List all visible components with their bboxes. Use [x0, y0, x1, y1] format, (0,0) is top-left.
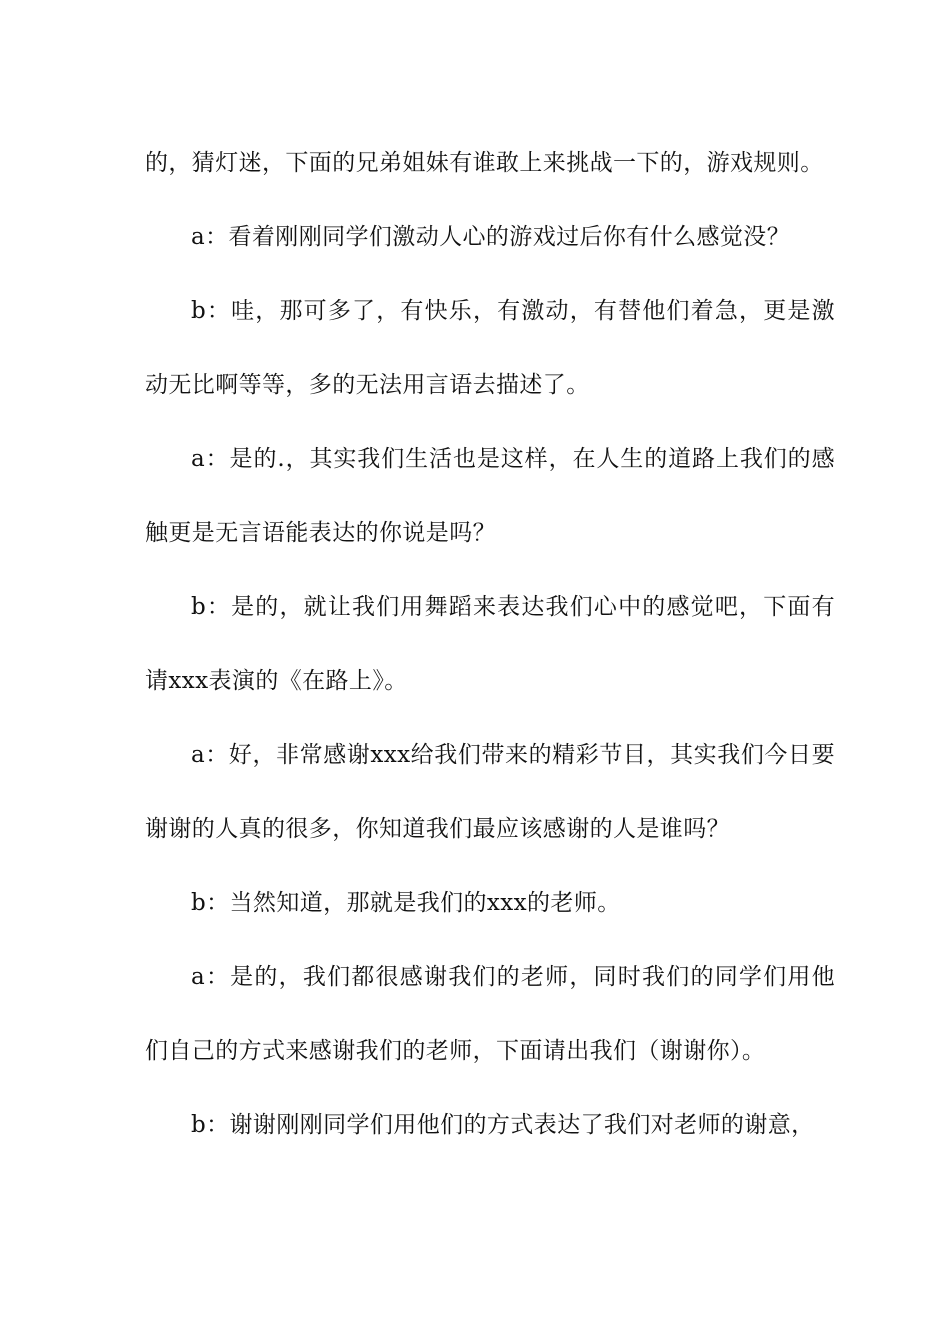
- paragraph-8: a：是的，我们都很感谢我们的老师，同时我们的同学们用他们自己的方式来感谢我们的老师，下面请出我们（谢谢你）。: [145, 964, 835, 1064]
- paragraph-5: b：是的，就让我们用舞蹈来表达我们心中的感觉吧，下面有请xxx表演的《在路上》。: [145, 594, 835, 694]
- paragraph-3: b：哇，那可多了，有快乐，有激动，有替他们着急，更是激动无比啊等等，多的无法用言语去描述了。: [145, 298, 835, 398]
- paragraph-4: a：是的.，其实我们生活也是这样，在人生的道路上我们的感触更是无言语能表达的你说是吗？: [145, 446, 835, 546]
- paragraph-6: a：好，非常感谢xxx给我们带来的精彩节目，其实我们今日要谢谢的人真的很多，你知道我们最应该感谢的人是谁吗？: [145, 742, 835, 842]
- paragraph-9: b：谢谢刚刚同学们用他们的方式表达了我们对老师的谢意，: [191, 1112, 815, 1138]
- document-body: [145, 126, 835, 1162]
- paragraph-1: 的，猜灯迷，下面的兄弟姐妹有谁敢上来挑战一下的，游戏规则。: [145, 150, 824, 176]
- paragraph-7: b：当然知道，那就是我们的xxx的老师。: [191, 890, 621, 916]
- paragraph-2: a：看着刚刚同学们激动人心的游戏过后你有什么感觉没？: [191, 224, 791, 250]
